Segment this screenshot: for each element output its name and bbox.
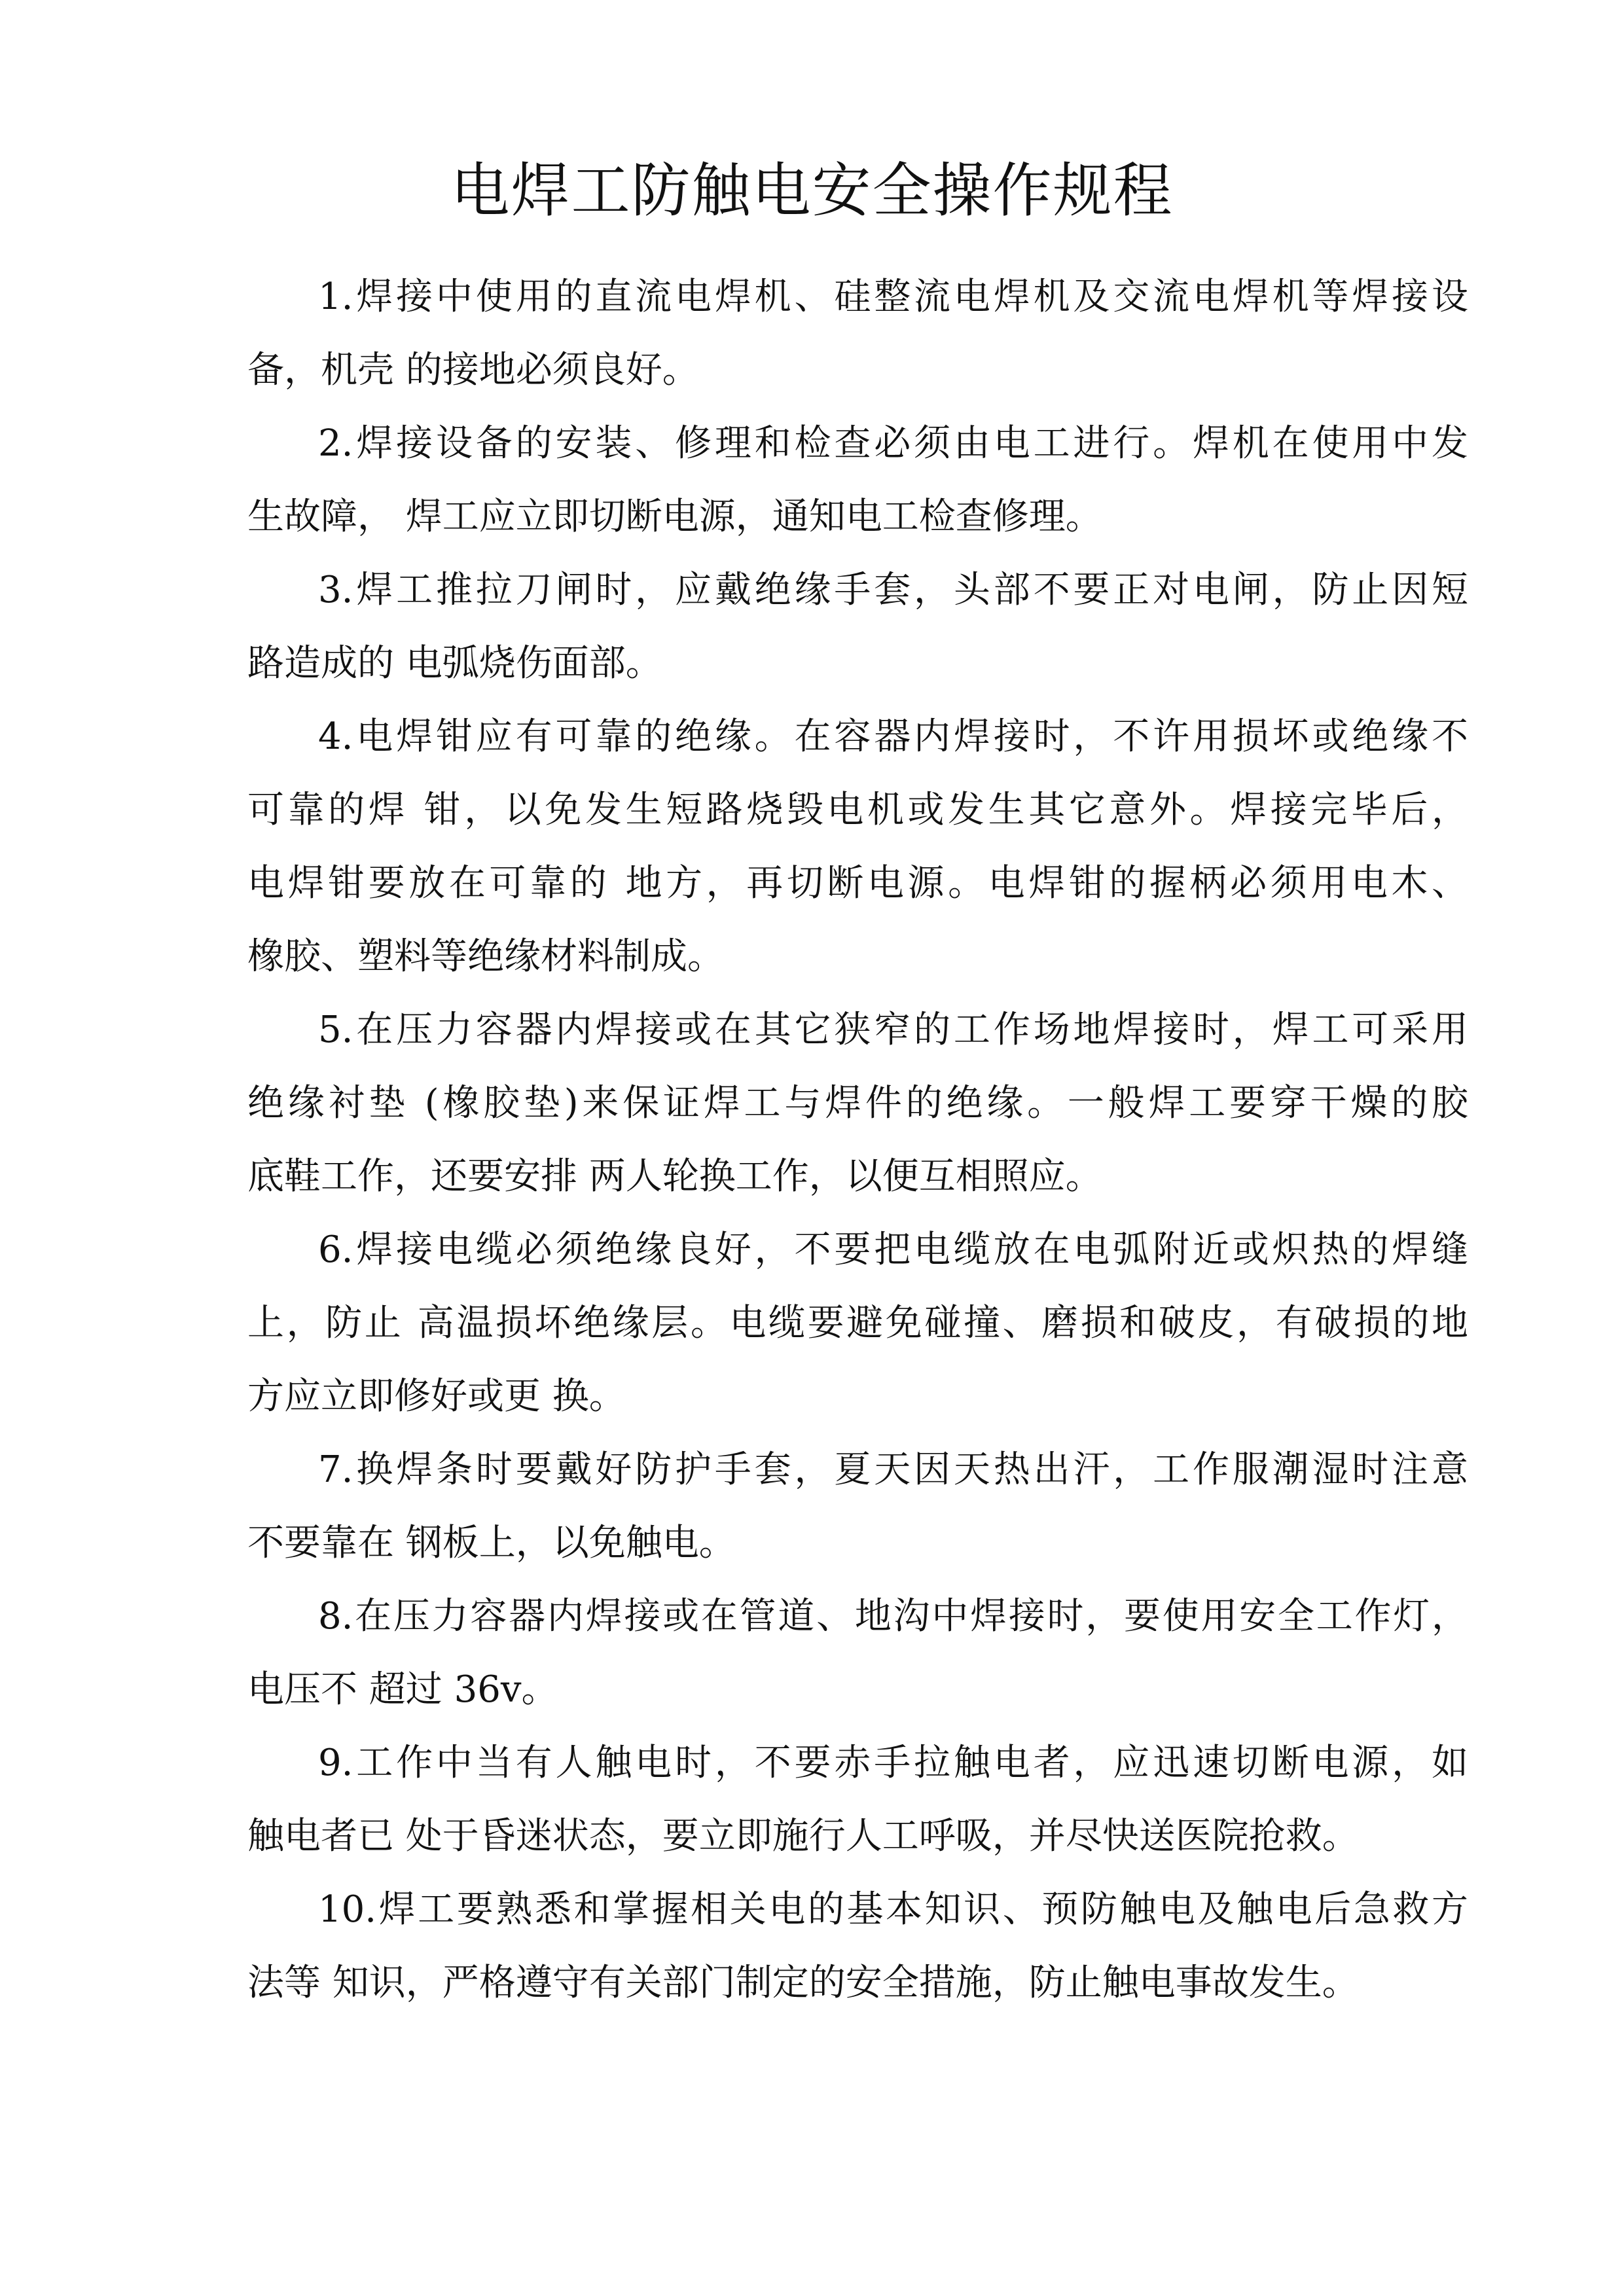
paragraph-8-line-2: 电压不 超过 36v。 (247, 1668, 558, 1711)
document-body (247, 260, 1478, 2020)
paragraph-2-line-2: 生故障， 焊工应立即切断电源，通知电工检查修理。 (247, 495, 1102, 538)
paragraph-4-line-1: 4.电焊钳应有可靠的绝缘。在容器内焊接时，不许用损坏或绝缘不 (318, 715, 1468, 758)
paragraph-1-line-1: 1.焊接中使用的直流电焊机、硅整流电焊机及交流电焊机等焊接设 (318, 276, 1468, 318)
paragraph-4-line-3: 电焊钳要放在可靠的 地方，再切断电源。电焊钳的握柄必须用电木、 (247, 862, 1468, 905)
paragraph-3-line-1: 3.焊工推拉刀闸时，应戴绝缘手套，头部不要正对电闸，防止因短 (318, 569, 1468, 611)
paragraph-9-line-1: 9.工作中当有人触电时，不要赤手拉触电者，应迅速切断电源，如 (318, 1742, 1468, 1784)
paragraph-6-line-1: 6.焊接电缆必须绝缘良好，不要把电缆放在电弧附近或炽热的焊缝 (318, 1229, 1468, 1271)
paragraph-5-line-1: 5.在压力容器内焊接或在其它狭窄的工作场地焊接时，焊工可采用 (318, 1009, 1468, 1051)
paragraph-5-line-2: 绝缘衬垫 (橡胶垫)来保证焊工与焊件的绝缘。一般焊工要穿干燥的胶 (247, 1082, 1468, 1124)
paragraph-7-line-2: 不要靠在 钢板上，以免触电。 (247, 1522, 736, 1564)
paragraph-6-line-2: 上，防止 高温损坏绝缘层。电缆要避免碰撞、磨损和破皮，有破损的地 (247, 1302, 1468, 1344)
paragraph-3-line-2: 路造成的 电弧烧伤面部。 (247, 642, 662, 685)
paragraph-10-line-1: 10.焊工要熟悉和掌握相关电的基本知识、预防触电及触电后急救方 (318, 1888, 1468, 1931)
paragraph-1-line-2: 备，机壳 的接地必须良好。 (247, 349, 699, 391)
paragraph-6-line-3: 方应立即修好或更 换。 (247, 1375, 626, 1418)
paragraph-10-line-2: 法等 知识，严格遵守有关部门制定的安全措施，防止触电事故发生。 (247, 1962, 1359, 2004)
paragraph-5-line-3: 底鞋工作，还要安排 两人轮换工作，以便互相照应。 (247, 1155, 1102, 1198)
document-title: 电焊工防触电安全操作规程 (450, 156, 1174, 225)
paragraph-2-line-1: 2.焊接设备的安装、修理和检查必须由电工进行。焊机在使用中发 (318, 422, 1468, 465)
paragraph-8-line-1: 8.在压力容器内焊接或在管道、地沟中焊接时，要使用安全工作灯， (318, 1595, 1468, 1638)
paragraph-4-line-2: 可靠的焊 钳，以免发生短路烧毁电机或发生其它意外。焊接完毕后， (247, 789, 1468, 831)
paragraph-7-line-1: 7.换焊条时要戴好防护手套，夏天因天热出汗，工作服潮湿时注意 (318, 1448, 1468, 1491)
paragraph-9-line-2: 触电者已 处于昏迷状态，要立即施行人工呼吸，并尽快送医院抢救。 (247, 1815, 1359, 1857)
paragraph-4-line-4: 橡胶、塑料等绝缘材料制成。 (247, 935, 724, 978)
